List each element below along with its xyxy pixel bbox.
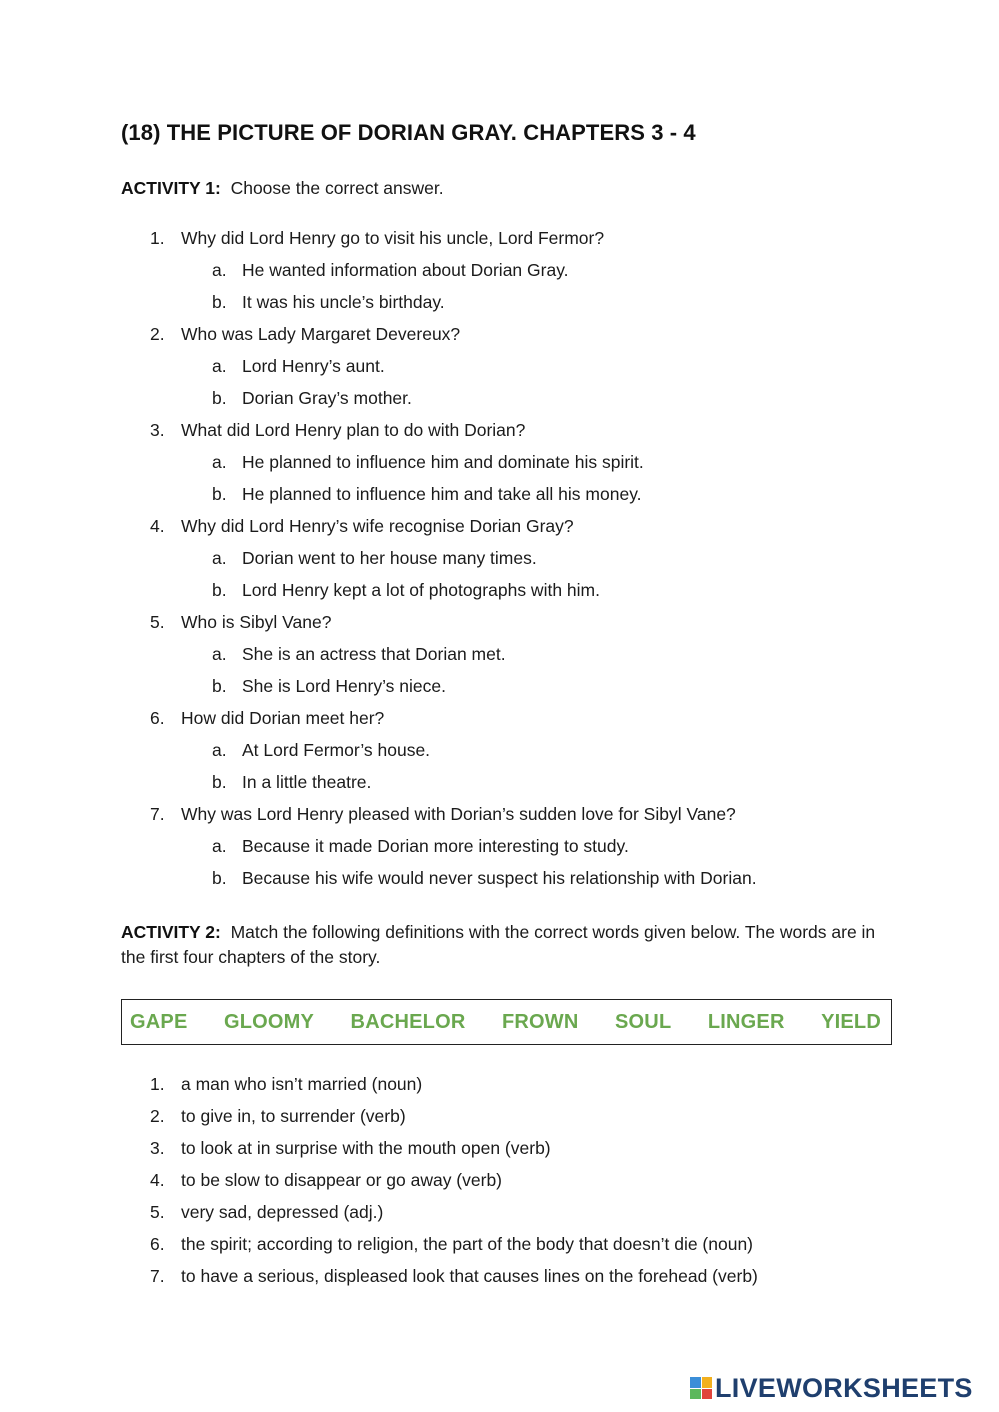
question-1-option-b [150,291,910,323]
option-text: In a little theatre. [242,772,372,792]
item-text: a man who isn’t married (noun) [181,1074,423,1094]
item-number: 2. [150,1106,165,1126]
definition-3 [150,1137,910,1169]
word-soul: SOUL [615,1010,672,1033]
question-6-option-a [150,739,910,771]
option-text: She is an actress that Dorian met. [242,644,506,664]
definition-list [150,1073,910,1297]
option-letter: b. [212,580,227,600]
word-gloomy: GLOOMY [223,1010,315,1033]
liveworksheets-logo-icon [690,1377,712,1399]
option-letter: b. [212,772,227,792]
option-text: Dorian Gray’s mother. [242,388,412,408]
activity-1-heading [121,176,881,201]
item-text: the spirit; according to religion, the part of the body that doesn’t die (noun) [181,1234,754,1254]
item-number: 4. [150,516,165,536]
item-text: Why was Lord Henry pleased with Dorian’s sudden love for Sibyl Vane? [181,804,736,824]
word-linger: LINGER [707,1010,785,1033]
definition-4 [150,1169,910,1201]
activity-2-heading [121,920,881,970]
question-2-option-a [150,355,910,387]
item-number: 2. [150,324,165,344]
item-number: 3. [150,1138,165,1158]
item-number: 6. [150,1234,165,1254]
question-1-option-a [150,259,910,291]
option-text: Because it made Dorian more interesting to study. [242,836,629,856]
activity-1-label: ACTIVITY 1: [121,178,221,198]
word-bachelor: BACHELOR [350,1010,466,1033]
item-text: very sad, depressed (adj.) [181,1202,384,1222]
item-text: What did Lord Henry plan to do with Dorian? [181,420,526,440]
option-text: He wanted information about Dorian Gray. [242,260,569,280]
option-letter: b. [212,868,227,888]
option-text: At Lord Fermor’s house. [242,740,431,760]
question-5-option-b [150,675,910,707]
item-number: 4. [150,1170,165,1190]
question-list [150,227,910,899]
word-yield: YIELD [821,1010,881,1033]
definition-2 [150,1105,910,1137]
question-4-option-b [150,579,910,611]
option-letter: b. [212,676,227,696]
question-4-option-a [150,547,910,579]
item-text: Why did Lord Henry go to visit his uncle, Lord Fermor? [181,228,605,248]
option-letter: a. [212,548,227,568]
question-5-option-a [150,643,910,675]
item-text: to give in, to surrender (verb) [181,1106,406,1126]
option-text: She is Lord Henry’s niece. [242,676,446,696]
option-letter: a. [212,260,227,280]
item-number: 3. [150,420,165,440]
option-text: Lord Henry’s aunt. [242,356,385,376]
logo-text: LIVEWORKSHEETS [715,1372,973,1403]
question-7-option-a [150,835,910,867]
item-text: Who was Lady Margaret Devereux? [181,324,461,344]
item-text: How did Dorian meet her? [181,708,385,728]
item-text: Why did Lord Henry’s wife recognise Dorian Gray? [181,516,574,536]
option-letter: a. [212,836,227,856]
question-4 [150,515,910,547]
option-text: Because his wife would never suspect his relationship with Dorian. [242,868,757,888]
question-3-option-b [150,483,910,515]
liveworksheets-logo[interactable] [690,1373,973,1403]
activity-1-instruction: Choose the correct answer. [230,178,444,198]
question-6 [150,707,910,739]
option-letter: a. [212,644,227,664]
definition-1 [150,1073,910,1105]
option-text: It was his uncle’s birthday. [242,292,445,312]
word-bank [121,999,892,1045]
option-text: Lord Henry kept a lot of photographs with him. [242,580,600,600]
question-2-option-b [150,387,910,419]
item-text: to be slow to disappear or go away (verb) [181,1170,502,1190]
item-number: 1. [150,1074,165,1094]
question-2 [150,323,910,355]
item-number: 6. [150,708,165,728]
question-7 [150,803,910,835]
word-frown: FROWN [501,1010,579,1033]
question-3-option-a [150,451,910,483]
item-text: to look at in surprise with the mouth open (verb) [181,1138,551,1158]
item-number: 5. [150,612,165,632]
option-letter: a. [212,452,227,472]
option-text: Dorian went to her house many times. [242,548,537,568]
option-letter: a. [212,356,227,376]
item-text: Who is Sibyl Vane? [181,612,332,632]
option-letter: a. [212,740,227,760]
question-6-option-b [150,771,910,803]
definition-6 [150,1233,910,1265]
option-text: He planned to influence him and dominate his spirit. [242,452,644,472]
question-1 [150,227,910,259]
item-text: to have a serious, displeased look that causes lines on the forehead (verb) [181,1266,758,1286]
option-letter: b. [212,484,227,504]
definition-7 [150,1265,910,1297]
word-gape: GAPE [130,1010,188,1033]
item-number: 5. [150,1202,165,1222]
question-7-option-b [150,867,910,899]
option-letter: b. [212,292,227,312]
activity-2-label: ACTIVITY 2: [121,922,221,942]
item-number: 7. [150,1266,165,1286]
item-number: 1. [150,228,165,248]
question-5 [150,611,910,643]
option-letter: b. [212,388,227,408]
option-text: He planned to influence him and take all his money. [242,484,642,504]
question-3 [150,419,910,451]
definition-5 [150,1201,910,1233]
page-title: (18) THE PICTURE OF DORIAN GRAY. CHAPTERS 3 - 4 [121,120,696,145]
activity-2-instruction: Match the following definitions with the correct words given below. The words are in the first four chapters of the story. [121,922,876,967]
item-number: 7. [150,804,165,824]
